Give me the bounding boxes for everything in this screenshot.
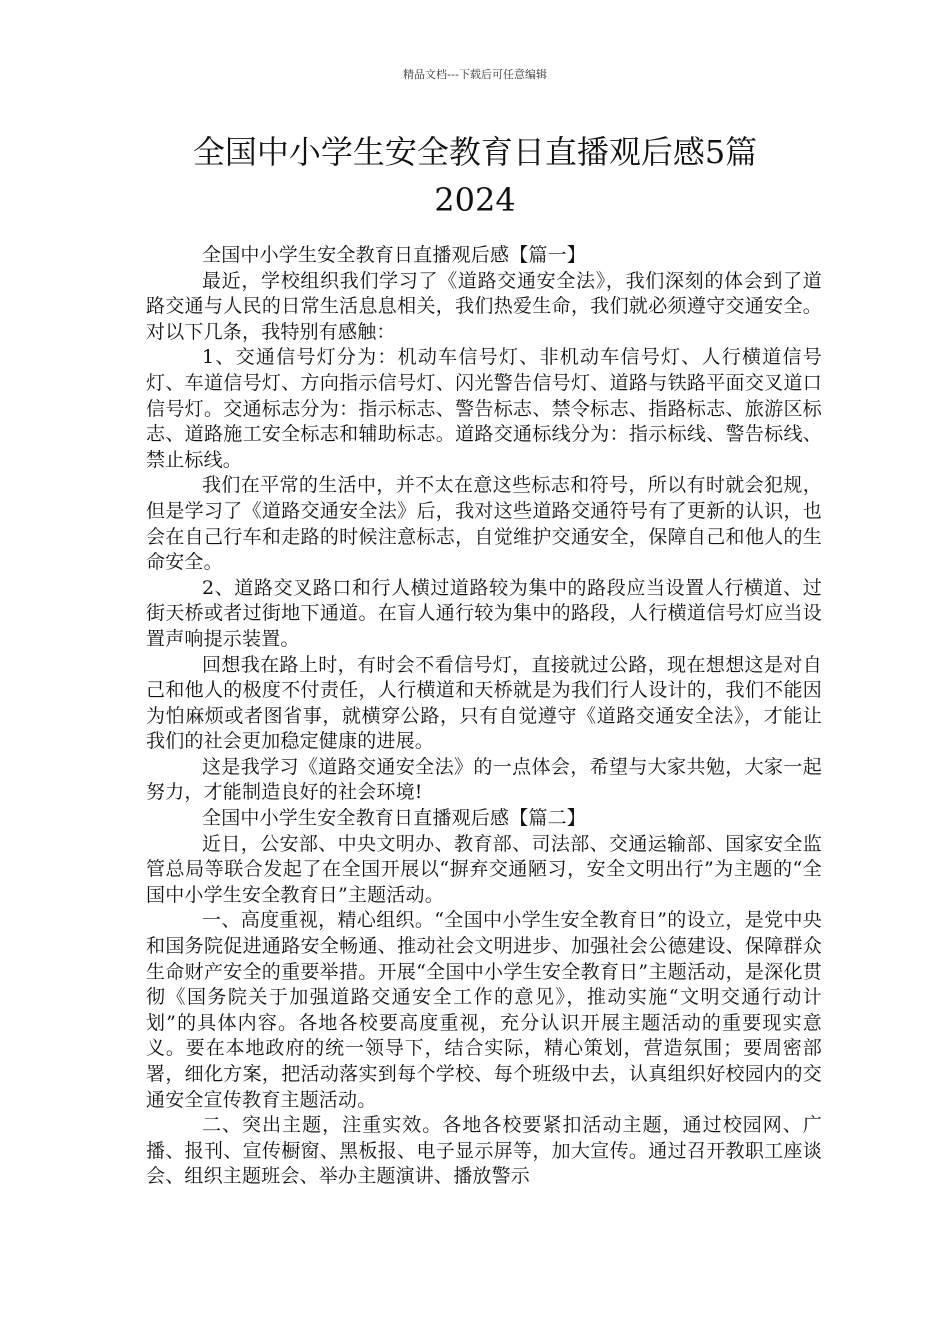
section-heading-1: 全国中小学生安全教育日直播观后感【篇一】: [202, 244, 587, 266]
document-body: [146, 243, 822, 1190]
body-paragraph: 一、高度重视，精心组织。“全国中小学生安全教育日”的设立，是党中央和国务院促进通路安全畅通、推动社会文明进步、加强社会公德建设、保障群众生命财产安全的重要举措。开展“全国中小学生安全教育日”主题活动，是深化贯彻《国务院关于加强道路交通安全工作的意见》，推动实施“文明交通行动计划”的具体内容。各地各校要高度重视，充分认识开展主题活动的重要现实意义。要在本地政府的统一领导下，结合实际，精心策划，营造氛围；要周密部署，细化方案，把活动落实到每个学校、每个班级中去，认真组织好校园内的交通安全宣传教育主题活动。: [146, 909, 822, 1111]
title-line-2: 2024: [434, 181, 516, 219]
body-paragraph: 1、交通信号灯分为：机动车信号灯、非机动车信号灯、人行横道信号灯、车道信号灯、方向指示信号灯、闪光警告信号灯、道路与铁路平面交叉道口信号灯。交通标志分为：指示标志、警告标志、禁令标志、指路标志、旅游区标志、道路施工安全标志和辅助标志。道路交通标线分为：指示标线、警告标线、禁止标线。: [146, 346, 822, 471]
body-paragraph: 回想我在路上时，有时会不看信号灯，直接就过公路，现在想想这是对自己和他人的极度不付责任，人行横道和天桥就是为我们行人设计的，我们不能因为怕麻烦或者图省事，就横穿公路，只有自觉遵守《道路交通安全法》，才能让我们的社会更加稳定健康的进展。: [146, 653, 822, 753]
body-paragraph: 二、突出主题，注重实效。各地各校要紧扣活动主题，通过校园网、广播、报刊、宣传橱窗、黑板报、电子显示屏等，加大宣传。通过召开教职工座谈会、组织主题班会、举办主题演讲、播放警示: [146, 1114, 822, 1188]
body-paragraph: 2、道路交叉路口和行人横过道路较为集中的路段应当设置人行横道、过街天桥或者过街地下通道。在盲人通行较为集中的路段，人行横道信号灯应当设置声响提示装置。: [146, 576, 822, 650]
body-paragraph: 我们在平常的生活中，并不太在意这些标志和符号，所以有时就会犯规，但是学习了《道路交通安全法》后，我对这些道路交通符号有了更新的认识，也会在自己行车和走路的时候注意标志，自觉维护交通安全，保障自己和他人的生命安全。: [146, 474, 822, 574]
body-paragraph: 最近，学校组织我们学习了《道路交通安全法》，我们深刻的体会到了道路交通与人民的日常生活息息相关，我们热爱生命，我们就必须遵守交通安全。对以下几条，我特别有感触：: [146, 269, 822, 343]
body-paragraph: 这是我学习《道路交通安全法》的一点体会，希望与大家共勉，大家一起努力，才能制造良好的社会环境!: [146, 755, 822, 804]
document-header-note: 精品文档---下载后可任意编辑: [403, 68, 547, 81]
section-heading-2: 全国中小学生安全教育日直播观后感【篇二】: [202, 807, 587, 830]
title-line-1: 全国中小学生安全教育日直播观后感5篇: [192, 133, 758, 171]
document-title: [60, 128, 890, 224]
body-paragraph: 近日，公安部、中央文明办、教育部、司法部、交通运输部、国家安全监管总局等联合发起了在全国开展以“摒弃交通陋习，安全文明出行”为主题的“全国中小学生安全教育日”主题活动。: [146, 832, 822, 906]
